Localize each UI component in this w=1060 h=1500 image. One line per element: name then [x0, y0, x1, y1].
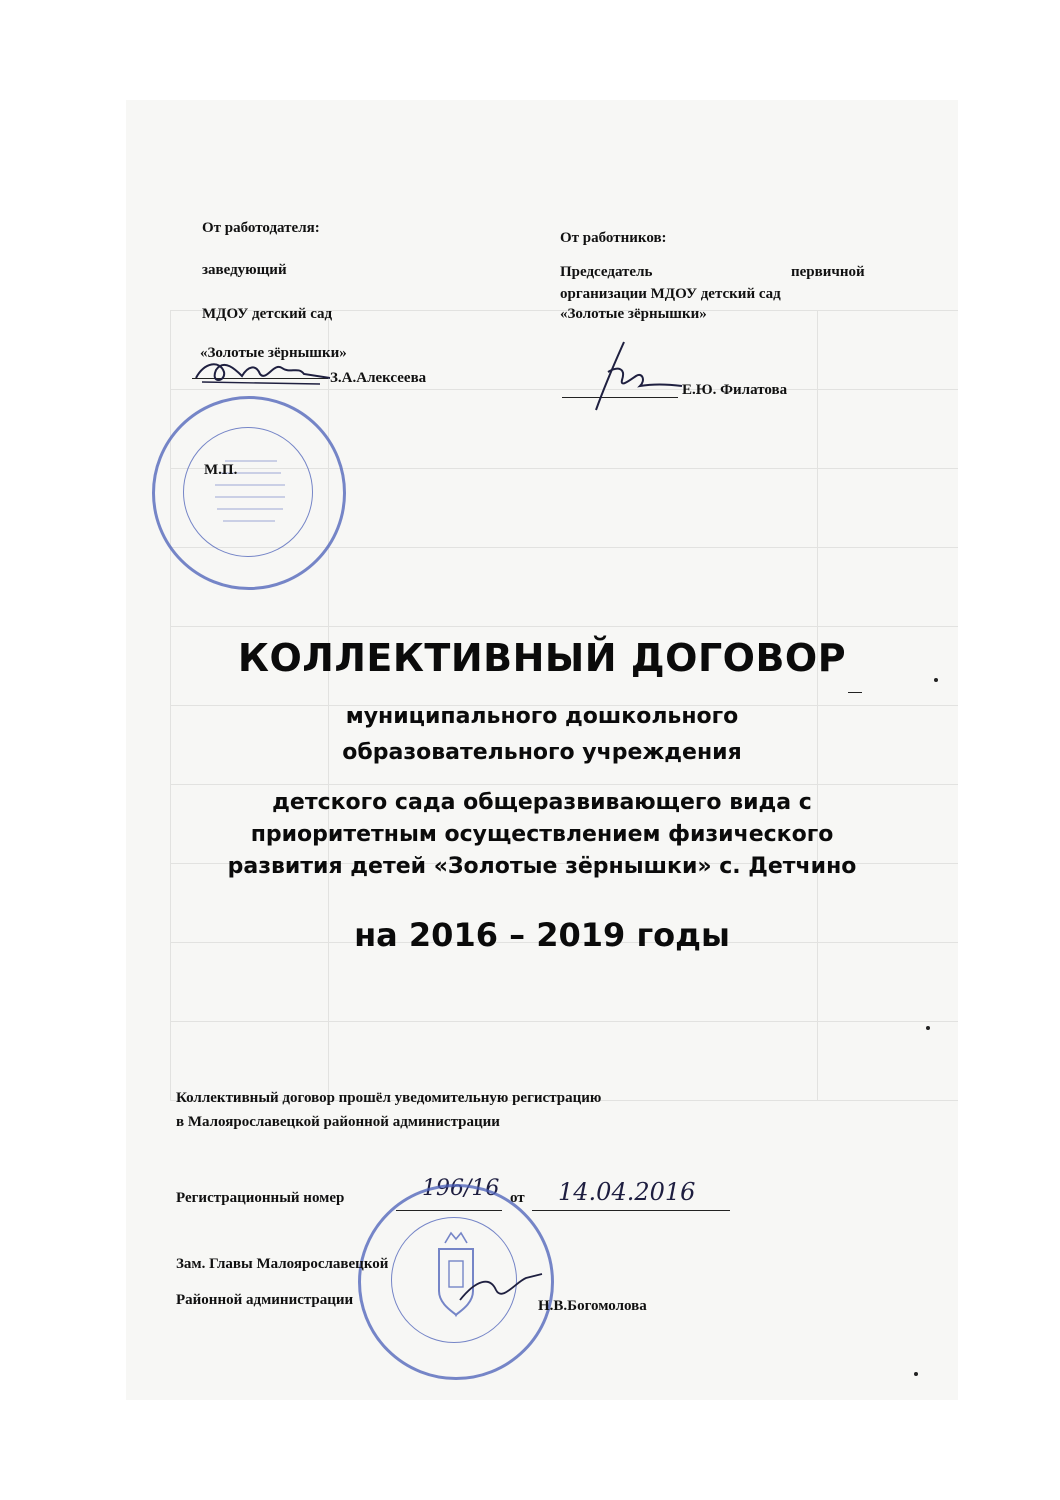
- official-position-line1: Зам. Главы Малоярославецкой: [176, 1256, 389, 1272]
- registration-note-line1: Коллективный договор прошёл уведомительную регистрацию: [176, 1090, 602, 1106]
- official-position-line2: Районной администрации: [176, 1292, 354, 1308]
- document-page: [126, 100, 958, 1400]
- document-title: КОЛЛЕКТИВНЫЙ ДОГОВОР: [237, 636, 847, 680]
- subtitle-line2: образовательного учреждения: [342, 740, 742, 765]
- workers-org-line2: «Золотые зёрнышки»: [560, 306, 707, 322]
- workers-position-word1: Председатель: [560, 264, 653, 280]
- registration-date-line: [532, 1210, 730, 1211]
- registration-note-line2: в Малоярославецкой районной администрации: [176, 1114, 500, 1130]
- subtitle-line1: муниципального дошкольного: [345, 704, 739, 729]
- employer-name: З.А.Алексеева: [330, 370, 427, 386]
- subtitle-line4: приоритетным осуществлением физического: [250, 822, 834, 847]
- employer-org-line2: «Золотые зёрнышки»: [200, 345, 347, 361]
- employer-org-line1: МДОУ детский сад: [202, 306, 333, 322]
- workers-signature: [566, 336, 686, 416]
- official-signature: [456, 1270, 546, 1310]
- registration-number-label: Регистрационный номер: [176, 1190, 345, 1206]
- employer-label: От работодателя:: [202, 220, 320, 236]
- workers-name: Е.Ю. Филатова: [682, 382, 788, 398]
- workers-position-word2: первичной: [791, 264, 865, 280]
- employer-signature: [190, 352, 340, 392]
- registration-date-value: 14.04.2016: [558, 1178, 696, 1206]
- registration-number-value: 196/16: [422, 1176, 500, 1201]
- organization-seal: [152, 396, 346, 590]
- subtitle-line3: детского сада общеразвивающего вида с: [272, 790, 812, 815]
- seal-label: М.П.: [204, 462, 238, 478]
- contract-period: на 2016 – 2019 годы: [354, 916, 730, 954]
- workers-org-line1: организации МДОУ детский сад: [560, 286, 781, 302]
- employer-position: заведующий: [202, 262, 287, 278]
- subtitle-line5: развития детей «Золотые зёрнышки» с. Детчино: [227, 854, 857, 879]
- registration-date-label: от: [510, 1190, 525, 1206]
- official-name: Н.В.Богомолова: [538, 1298, 647, 1314]
- workers-label: От работников:: [560, 230, 667, 246]
